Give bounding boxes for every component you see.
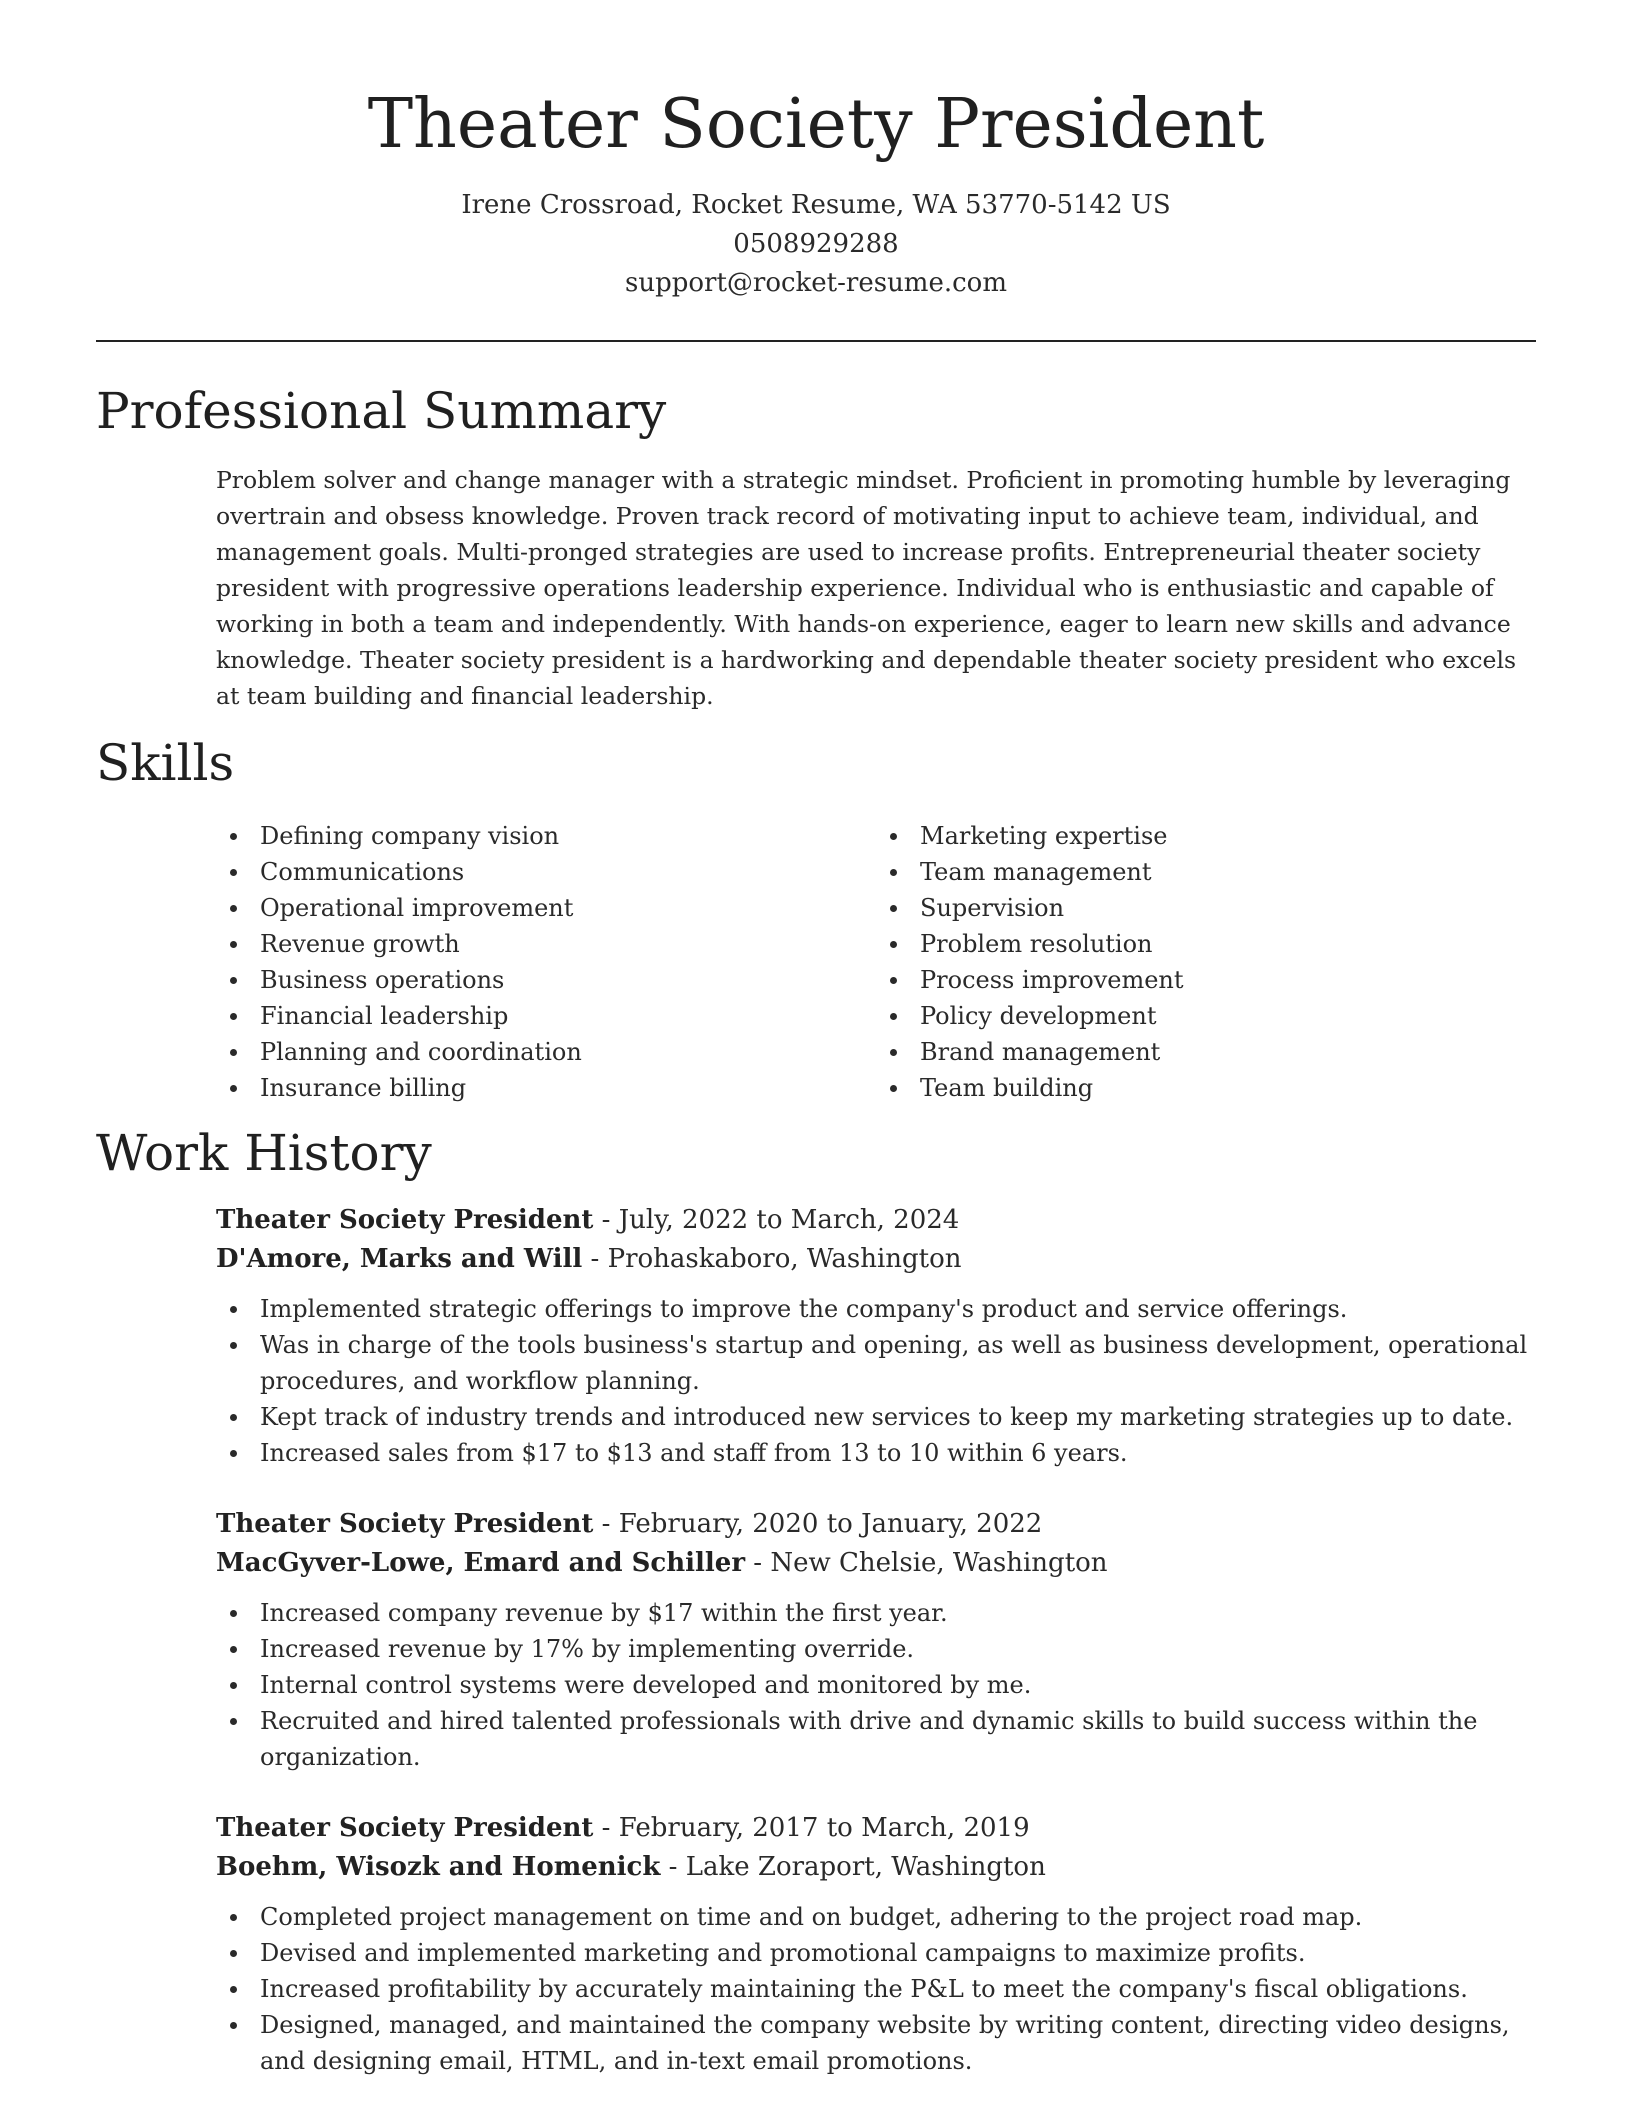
skill-item: Defining company vision [260,818,876,854]
job-title-line [216,1505,1536,1544]
skill-item: Policy development [920,998,1536,1034]
skills-list [216,818,1536,1106]
job-location: New Chelsie, Washington [770,1548,1108,1578]
job-company: D'Amore, Marks and Will [216,1244,583,1274]
contact-email: support@rocket-resume.com [624,268,1007,298]
job-title-line [216,1201,1536,1240]
skill-item: Business operations [260,962,876,998]
job-role: Theater Society President [216,1205,594,1235]
duty-item: Implemented strategic offerings to improve the company's product and service offerings. [260,1291,1536,1327]
resume-name: Theater Society President [367,85,1265,164]
separator: - [593,1813,619,1843]
job-location: Prohaskaboro, Washington [607,1244,962,1274]
skill-item: Problem resolution [920,926,1536,962]
skill-item: Insurance billing [260,1070,876,1106]
duty-item: Increased sales from $17 to $13 and staff from 13 to 10 within 6 years. [260,1435,1536,1471]
duty-item: Increased company revenue by $17 within the first year. [260,1595,1536,1631]
duty-item: Completed project management on time and on budget, adhering to the project road map. [260,1899,1536,1935]
job-entry [216,1505,1536,1775]
job-title-line [216,1809,1536,1848]
job-company-line [216,1848,1536,1887]
skills-heading: Skills [96,734,235,792]
header-divider [96,340,1536,342]
duty-item: Internal control systems were developed and monitored by me. [260,1667,1536,1703]
summary-text: Problem solver and change manager with a strategic mindset. Proficient in promoting humble by leveraging overtrain and obsess knowledge. Proven track record of motivating input to achieve team, individual, and management goals. Multi-pronged strategies are used to increase profits. Entrepreneurial theater society president with progressive operations leadership experience. Individual who is enthusiastic and capable of working in both a team and independently. With hands-on experience, eager to learn new skills and advance knowledge. Theater society president is a hardworking and dependable theater society president who excels at team building and financial leadership. [216,466,1517,710]
job-company-line [216,1240,1536,1279]
skill-item: Operational improvement [260,890,876,926]
job-entry [216,1201,1536,1471]
duty-item: Increased profitability by accurately maintaining the P&L to meet the company's fiscal obligations. [260,1971,1536,2007]
contact-phone: 0508929288 [733,229,899,259]
duty-item: Kept track of industry trends and introduced new services to keep my marketing strategies up to date. [260,1399,1536,1435]
resume-header [0,0,1632,303]
skill-item: Communications [260,854,876,890]
separator: - [582,1244,608,1274]
skill-item: Marketing expertise [920,818,1536,854]
summary-heading: Professional Summary [96,382,667,440]
job-company: Boehm, Wisozk and Homenick [216,1852,661,1882]
duty-item: Recruited and hired talented professionals with drive and dynamic skills to build success within the organization. [260,1703,1536,1775]
job-entry [216,1809,1536,2079]
skill-item: Revenue growth [260,926,876,962]
job-duties [216,1291,1536,1471]
duty-item: Increased revenue by 17% by implementing override. [260,1631,1536,1667]
skill-item: Team management [920,854,1536,890]
skills-column-left [216,818,876,1106]
job-role: Theater Society President [216,1813,594,1843]
skill-item: Financial leadership [260,998,876,1034]
job-company: MacGyver-Lowe, Emard and Schiller [216,1548,746,1578]
job-dates: February, 2017 to March, 2019 [618,1813,1030,1843]
job-dates: July, 2022 to March, 2024 [618,1205,960,1235]
duty-item: Was in charge of the tools business's startup and opening, as well as business development, operational procedures, and workflow planning. [260,1327,1536,1399]
job-location: Lake Zoraport, Washington [685,1852,1046,1882]
duty-item: Designed, managed, and maintained the company website by writing content, directing video designs, and designing email, HTML, and in-text email promotions. [260,2007,1536,2079]
job-company-line [216,1544,1536,1583]
job-duties [216,1899,1536,2079]
contact-address: Irene Crossroad, Rocket Resume, WA 53770-5142 US [461,190,1171,220]
job-role: Theater Society President [216,1509,594,1539]
job-dates: February, 2020 to January, 2022 [618,1509,1043,1539]
skill-item: Brand management [920,1034,1536,1070]
skill-item: Supervision [920,890,1536,926]
skill-item: Planning and coordination [260,1034,876,1070]
skill-item: Process improvement [920,962,1536,998]
work-history-heading: Work History [96,1124,432,1182]
separator: - [660,1852,686,1882]
separator: - [593,1205,619,1235]
skill-item: Team building [920,1070,1536,1106]
skills-column-right [876,818,1536,1106]
separator: - [745,1548,771,1578]
job-duties [216,1595,1536,1775]
duty-item: Devised and implemented marketing and promotional campaigns to maximize profits. [260,1935,1536,1971]
contact-info [0,186,1632,303]
separator: - [593,1509,619,1539]
